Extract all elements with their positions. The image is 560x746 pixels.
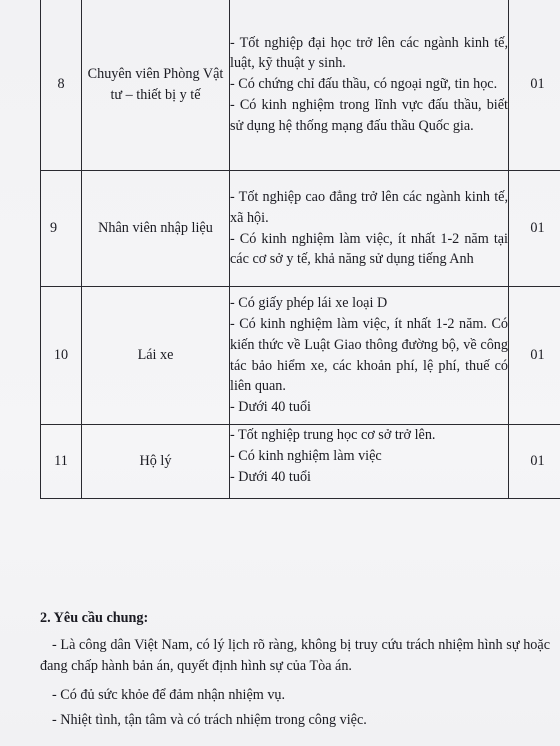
requirements-cell bbox=[230, 171, 512, 287]
quantity-cell: 01 bbox=[509, 287, 560, 425]
requirement-item: - Tốt nghiệp cao đẳng trở lên các ngành kinh tế, xã hội. bbox=[230, 188, 512, 226]
requirement-item: - Có kinh nghiệm làm việc bbox=[230, 447, 382, 464]
quantity-cell: 01 bbox=[509, 425, 560, 499]
requirement-item: - Dưới 40 tuổi bbox=[230, 468, 312, 485]
position-name: Nhân viên nhập liệu bbox=[82, 171, 230, 287]
general-requirement-paragraph: - Là công dân Việt Nam, có lý lịch rõ ràng, không bị truy cứu trách nhiệm hình sự hoặc đang chấp hành bản án, quyết định hình sự của Tòa án. bbox=[40, 637, 550, 674]
table-row bbox=[41, 0, 560, 171]
requirement-item: - Có giấy phép lái xe loại D bbox=[230, 295, 388, 312]
requirement-item: - Có kinh nghiệm làm việc, ít nhất 1-2 năm. Có kiến thức về Luật Giao thông đường bộ, về công tác bảo hiểm xe, các khoản phí, lệ phí, thuế có liên quan. bbox=[230, 315, 512, 395]
quantity-cell: 01 bbox=[509, 171, 560, 287]
requirement-item: - Tốt nghiệp đại học trở lên các ngành kinh tế, luật, kỹ thuật y sinh. bbox=[230, 34, 512, 72]
requirement-item: - Tốt nghiệp trung học cơ sở trở lên. bbox=[230, 427, 436, 443]
row-number: 10 bbox=[41, 287, 82, 425]
table-row bbox=[41, 425, 560, 499]
position-name: Chuyên viên Phòng Vật tư – thiết bị y tế bbox=[82, 0, 230, 171]
table-row bbox=[41, 171, 560, 287]
requirement-item: - Có chứng chỉ đấu thầu, có ngoại ngữ, tin học. bbox=[230, 76, 498, 93]
position-name: Lái xe bbox=[82, 287, 230, 425]
general-requirement-paragraph: - Nhiệt tình, tận tâm và có trách nhiệm trong công việc. bbox=[52, 712, 367, 728]
requirements-cell bbox=[230, 425, 509, 499]
quantity-cell: 01 bbox=[509, 0, 560, 171]
section-title: 2. Yêu cầu chung: bbox=[40, 610, 149, 626]
row-number: 11 bbox=[41, 425, 82, 499]
requirement-item: - Có kinh nghiệm trong lĩnh vực đấu thầu, biết sử dụng hệ thống mạng đấu thầu Quốc gia. bbox=[230, 96, 512, 134]
general-requirements-section bbox=[40, 608, 550, 735]
table-row bbox=[41, 287, 560, 425]
requirement-item: - Có kinh nghiệm làm việc, ít nhất 1-2 năm tại các cơ sở y tế, khả năng sử dụng tiếng Anh bbox=[230, 230, 512, 268]
general-requirement-paragraph: - Có đủ sức khỏe để đảm nhận nhiệm vụ. bbox=[52, 687, 286, 703]
recruitment-table bbox=[40, 0, 560, 499]
requirements-cell bbox=[230, 0, 512, 171]
requirements-cell bbox=[230, 287, 512, 425]
position-name: Hộ lý bbox=[82, 425, 230, 499]
row-number: 9 bbox=[41, 171, 82, 287]
requirement-item: - Dưới 40 tuổi bbox=[230, 399, 312, 416]
row-number: 8 bbox=[41, 0, 82, 171]
